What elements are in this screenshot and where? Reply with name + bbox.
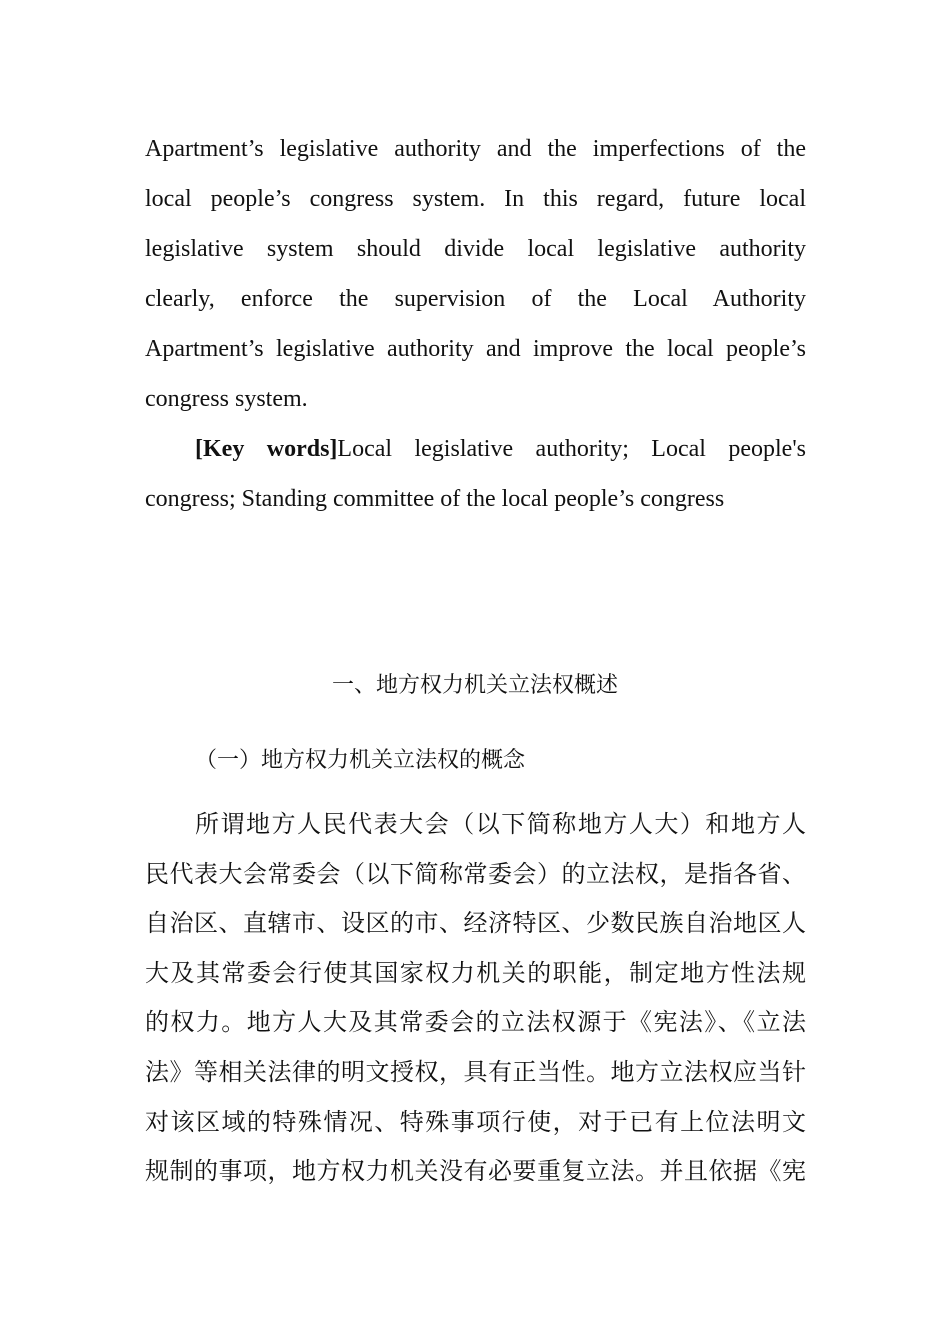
body-line: 的权力。地方人大及其常委会的立法权源于《宪法》、《立法 — [145, 1008, 806, 1037]
body-line: 对该区域的特殊情况、特殊事项行使，对于已有上位法明文 — [145, 1107, 806, 1136]
body-line: 自治区、直辖市、设区的市、经济特区、少数民族自治地区人 — [145, 909, 806, 938]
section-subheading: （一）地方权力机关立法权的概念 — [195, 748, 526, 773]
keywords-text: Local legislative authority; Local people's — [337, 436, 807, 462]
body-line: 法》等相关法律的明文授权，具有正当性。地方立法权应当针 — [145, 1057, 806, 1086]
keywords-line — [145, 424, 806, 474]
abstract-line: congress system. — [145, 386, 308, 412]
abstract-paragraph — [145, 124, 806, 524]
body-line: 民代表大会常委会（以下简称常委会）的立法权，是指各省、 — [145, 859, 806, 888]
abstract-line: Apartment’s legislative authority and improve the local people’s — [145, 336, 806, 362]
keywords-label: [Key words] — [195, 436, 338, 462]
section-heading: 一、地方权力机关立法权概述 — [331, 673, 618, 698]
body-line: 规制的事项，地方权力机关没有必要重复立法。并且依据《宪 — [145, 1157, 806, 1186]
body-paragraph — [145, 800, 806, 1197]
keywords-line: congress; Standing committee of the local people’s congress — [145, 486, 725, 512]
body-line: 所谓地方人民代表大会（以下简称地方人大）和地方人 — [195, 810, 806, 838]
abstract-line: local people’s congress system. In this regard, future local — [145, 186, 806, 212]
abstract-line: legislative system should divide local legislative authority — [145, 236, 806, 262]
body-line: 大及其常委会行使其国家权力机关的职能，制定地方性法规 — [145, 958, 806, 987]
abstract-line: Apartment’s legislative authority and the imperfections of the — [145, 136, 806, 162]
abstract-line: clearly, enforce the supervision of the Local Authority — [145, 286, 806, 312]
